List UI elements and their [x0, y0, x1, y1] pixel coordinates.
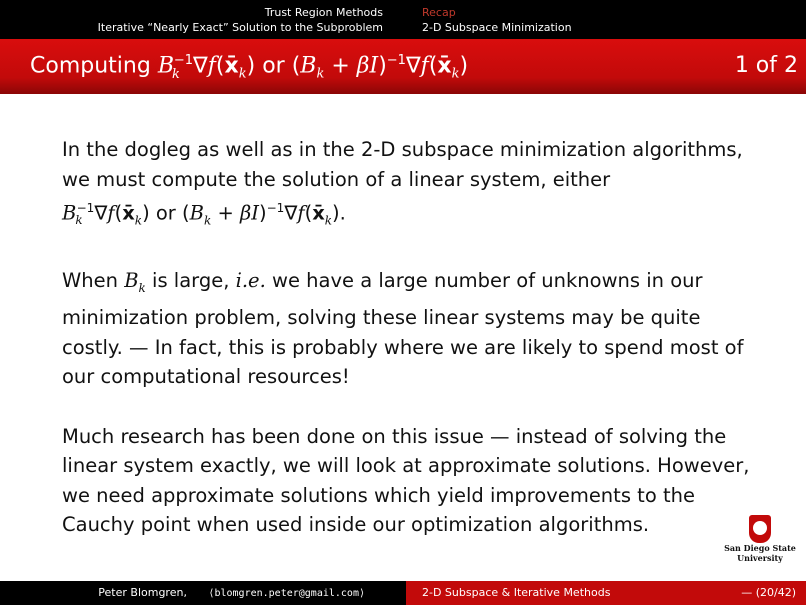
paragraph-3: Much research has been done on this issue — instead of solving the linear system exactly, we will look at approximate solutions. However, we need approximate solutions which yield improvements to the Cauchy point when used inside our optimization algorithms. [62, 424, 750, 537]
header-current-subsection[interactable]: 2-D Subspace Minimization [422, 21, 572, 34]
logo-line-1: San Diego State [724, 543, 796, 553]
paragraph-2-when: When [62, 268, 118, 292]
header-left [0, 0, 401, 39]
logo-line-2: University [737, 553, 783, 563]
header-bar [0, 0, 806, 39]
footer-bar [0, 581, 806, 605]
title-bar [0, 39, 806, 94]
slide-title: Computing $B_k^{-1}\nabla f(x̄_k)$ or ($B_k$ + $\beta I)^{-1}\nabla f(x̄_k)$ [30, 53, 469, 82]
university-seal-icon [749, 515, 771, 543]
footer-author-name: Peter Blomgren, [98, 586, 187, 599]
university-logo [720, 515, 800, 565]
header-right [422, 5, 572, 35]
header-recap-link[interactable]: Recap [422, 6, 456, 19]
header-subsection-title[interactable]: Iterative “Nearly Exact” Solution to the Subproblem [97, 21, 383, 34]
paragraph-1-text: In the dogleg as well as in the 2-D subspace minimization algorithms, we must compute the solution of a linear system, either [62, 138, 743, 191]
footer-left [0, 581, 401, 605]
slide-body [62, 135, 762, 570]
paragraph-1-or: or [155, 201, 176, 225]
footer-email: ⟨blomgren.peter@gmail.com⟩ [208, 588, 365, 599]
footer-short-title[interactable]: 2-D Subspace & Iterative Methods [422, 586, 611, 599]
header-section-title[interactable]: Trust Region Methods [264, 6, 383, 19]
footer-right [406, 581, 806, 605]
title-or: or [262, 53, 285, 79]
footer-slide-number: — (20/42) [741, 586, 796, 599]
slide-page-indicator: 1 of 2 [734, 53, 798, 78]
footer-author[interactable] [98, 581, 401, 606]
paragraph-2-is-large: is large, [152, 268, 230, 292]
paragraph-1: In the dogleg as well as in the 2-D subspace minimization algorithms, we must compute the solution of a linear system, either $B_k^{-1}\nabla f(x̄_k)$ or ($B_k$ + $\beta I)^{-1}\nabla f(x̄_k)$. [62, 138, 743, 228]
paragraph-2-rest: we have a large number of unknowns in our minimization problem, solving these linear systems may be quite costly. — In fact, this is probably where we are likely to spend most of our computational resources! [62, 268, 744, 389]
paragraph-2: When $B_k$ is large, i.e. we have a large number of unknowns in our minimization problem, solving these linear systems may be quite costly. — In fact, this is probably where we are likely to spend most of our computational resources! [62, 268, 744, 389]
title-prefix: Computing [30, 53, 158, 79]
paragraph-2-ie: i.e. [235, 268, 266, 292]
